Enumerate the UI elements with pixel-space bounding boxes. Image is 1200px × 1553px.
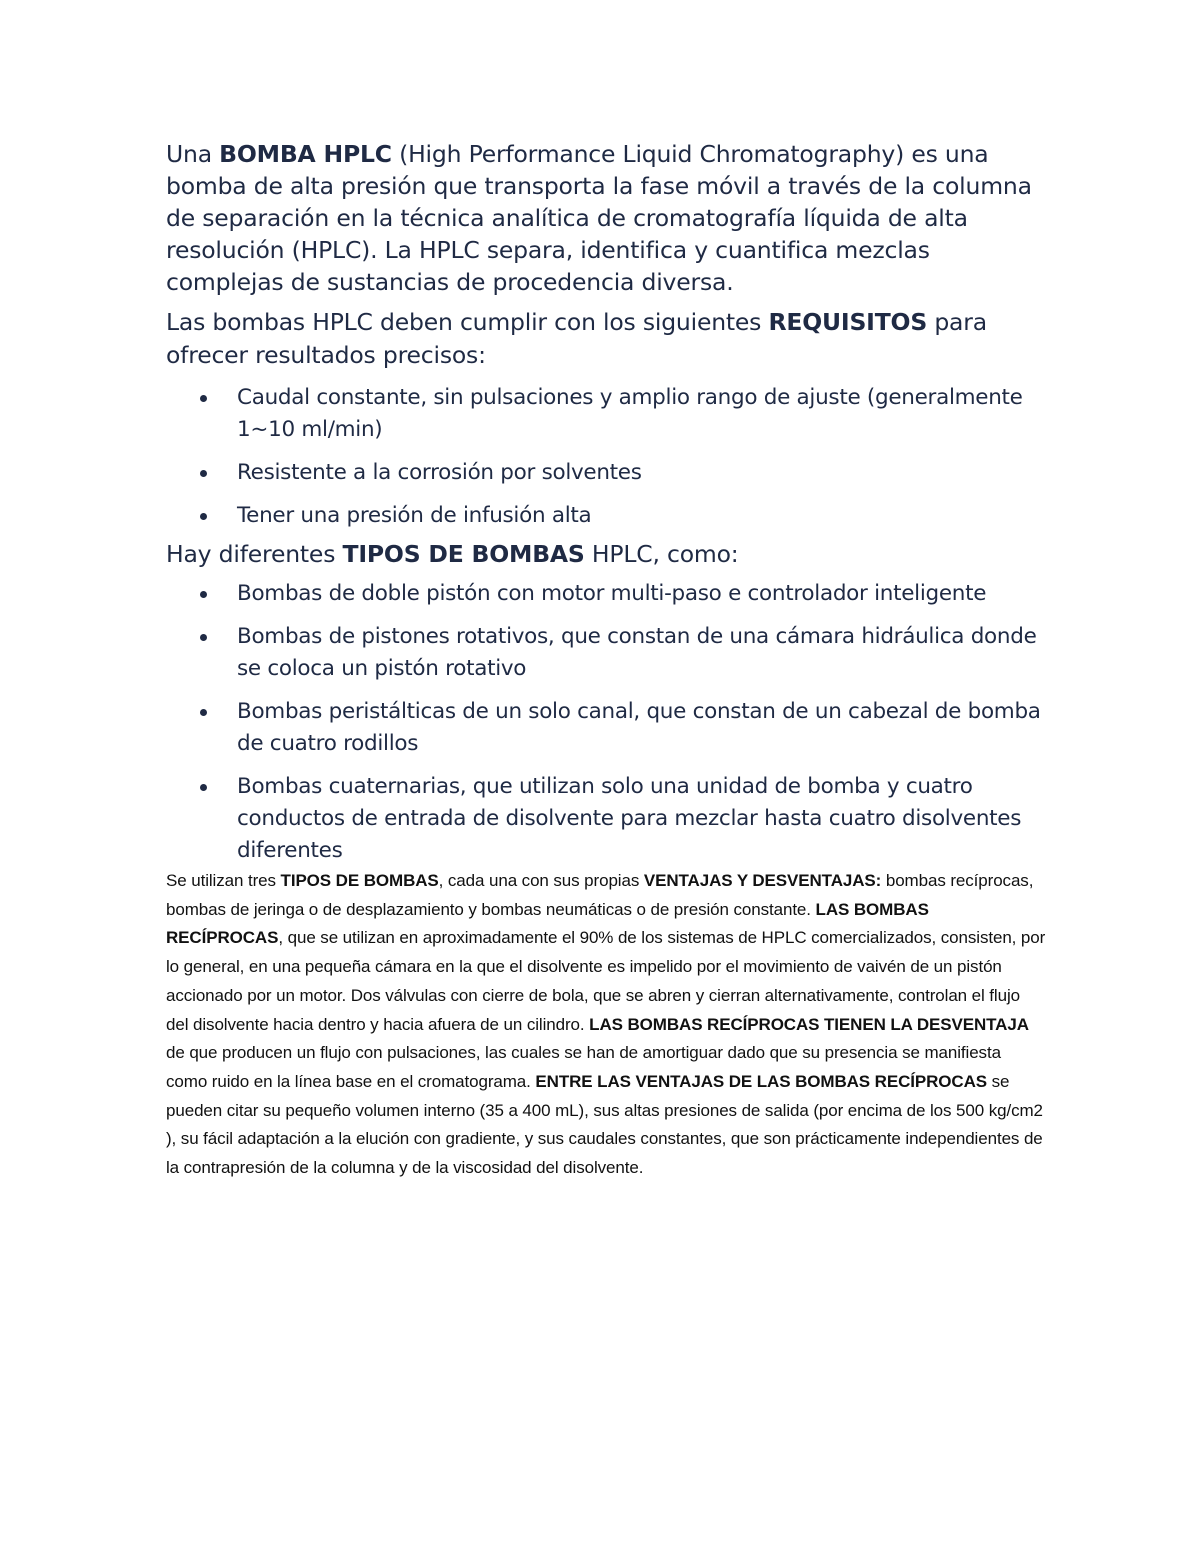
bullet-icon <box>200 513 207 520</box>
tipos-text-1: Hay diferentes <box>166 540 343 568</box>
intro-paragraph <box>166 138 1046 298</box>
bullet-icon <box>200 395 207 402</box>
final-text-2: , cada una con sus propias <box>438 871 644 890</box>
document-content <box>166 138 1046 1183</box>
final-bold-2: VENTAJAS Y DESVENTAJAS: <box>643 871 882 890</box>
requisitos-text-2: para ofrecer resultados precisos: <box>166 308 987 369</box>
list-item <box>166 621 1046 685</box>
list-item-text: Bombas cuaternarias, que utilizan solo una unidad de bomba y cuatro conductos de entrada de disolvente para mezclar hasta cuatro disolventes diferentes <box>237 774 1022 863</box>
bullet-icon <box>200 709 207 716</box>
bullet-icon <box>200 470 207 477</box>
list-item-text: Tener una presión de infusión alta <box>237 503 592 528</box>
final-bold-1: TIPOS DE BOMBAS <box>280 871 439 890</box>
list-item-text: Bombas de doble pistón con motor multi-paso e controlador inteligente <box>237 581 987 606</box>
final-bold-5: ENTRE LAS VENTAJAS DE LAS BOMBAS RECÍPROCAS <box>535 1071 988 1091</box>
tipos-list <box>166 578 1046 867</box>
bullet-icon <box>200 784 207 791</box>
list-item-text: Bombas de pistones rotativos, que constan de una cámara hidráulica donde se coloca un pistón rotativo <box>237 624 1037 681</box>
intro-text-2: (High Performance Liquid Chromatography) es una bomba de alta presión que transporta la fase móvil a través de la columna de separación en la técnica analítica de cromatografía líquida de alta resolución (HPLC). La HPLC separa, identifica y cuantifica mezclas complejas de sustancias de procedencia diversa. <box>166 140 1032 296</box>
final-bold-4: LAS BOMBAS RECÍPROCAS TIENEN LA DESVENTAJA <box>589 1014 1029 1034</box>
final-text-6: se pueden citar su pequeño volumen interno (35 a 400 mL), sus altas presiones de salida (por encima de los 500 kg/cm2 ), su fácil adaptación a la elución con gradiente, y sus caudales constantes, que son prácticamente independientes de la contrapresión de la columna y de la viscosidad del disolvente. <box>166 1071 1043 1178</box>
bullet-icon <box>200 591 207 598</box>
list-item <box>166 500 1046 532</box>
list-item <box>166 696 1046 760</box>
requisitos-heading <box>166 306 1046 372</box>
list-item <box>166 382 1046 446</box>
list-item-text: Resistente a la corrosión por solventes <box>237 460 642 485</box>
intro-bold-1: BOMBA HPLC <box>219 140 392 168</box>
list-item <box>166 457 1046 489</box>
bullet-icon <box>200 634 207 641</box>
final-text-5: de que producen un flujo con pulsaciones, las cuales se han de amortiguar dado que su presencia se manifiesta como ruido en la línea base en el cromatograma. <box>166 1043 1001 1091</box>
tipos-bold-1: TIPOS DE BOMBAS <box>342 540 585 568</box>
final-paragraph <box>166 867 1046 1183</box>
list-item-text: Bombas peristálticas de un solo canal, que constan de un cabezal de bomba de cuatro rodillos <box>237 699 1041 756</box>
final-bold-3: LAS BOMBAS RECÍPROCAS <box>166 899 929 948</box>
intro-text-1: Una <box>166 140 220 168</box>
requisitos-list <box>166 382 1046 532</box>
list-item-text: Caudal constante, sin pulsaciones y amplio rango de ajuste (generalmente 1~10 ml/min) <box>237 385 1023 442</box>
requisitos-text-1: Las bombas HPLC deben cumplir con los siguientes <box>166 308 769 336</box>
list-item <box>166 771 1046 867</box>
final-text-4: , que se utilizan en aproximadamente el 90% de los sistemas de HPLC comercializados, consisten, por lo general, en una pequeña cámara en la que el disolvente es impelido por el movimiento de vaivén de un pistón accionado por un motor. Dos válvulas con cierre de bola, que se abren y cierran alternativamente, controlan el flujo del disolvente hacia dentro y hacia afuera de un cilindro. <box>166 928 1046 1034</box>
requisitos-bold-1: REQUISITOS <box>768 308 928 336</box>
list-item <box>166 578 1046 610</box>
final-text-3: bombas recíprocas, bombas de jeringa o de desplazamiento y bombas neumáticas o de presión constante. <box>166 871 1034 919</box>
tipos-text-2: HPLC, como: <box>584 540 739 568</box>
tipos-heading <box>166 538 1046 570</box>
final-text-1: Se utilizan tres <box>166 871 281 890</box>
